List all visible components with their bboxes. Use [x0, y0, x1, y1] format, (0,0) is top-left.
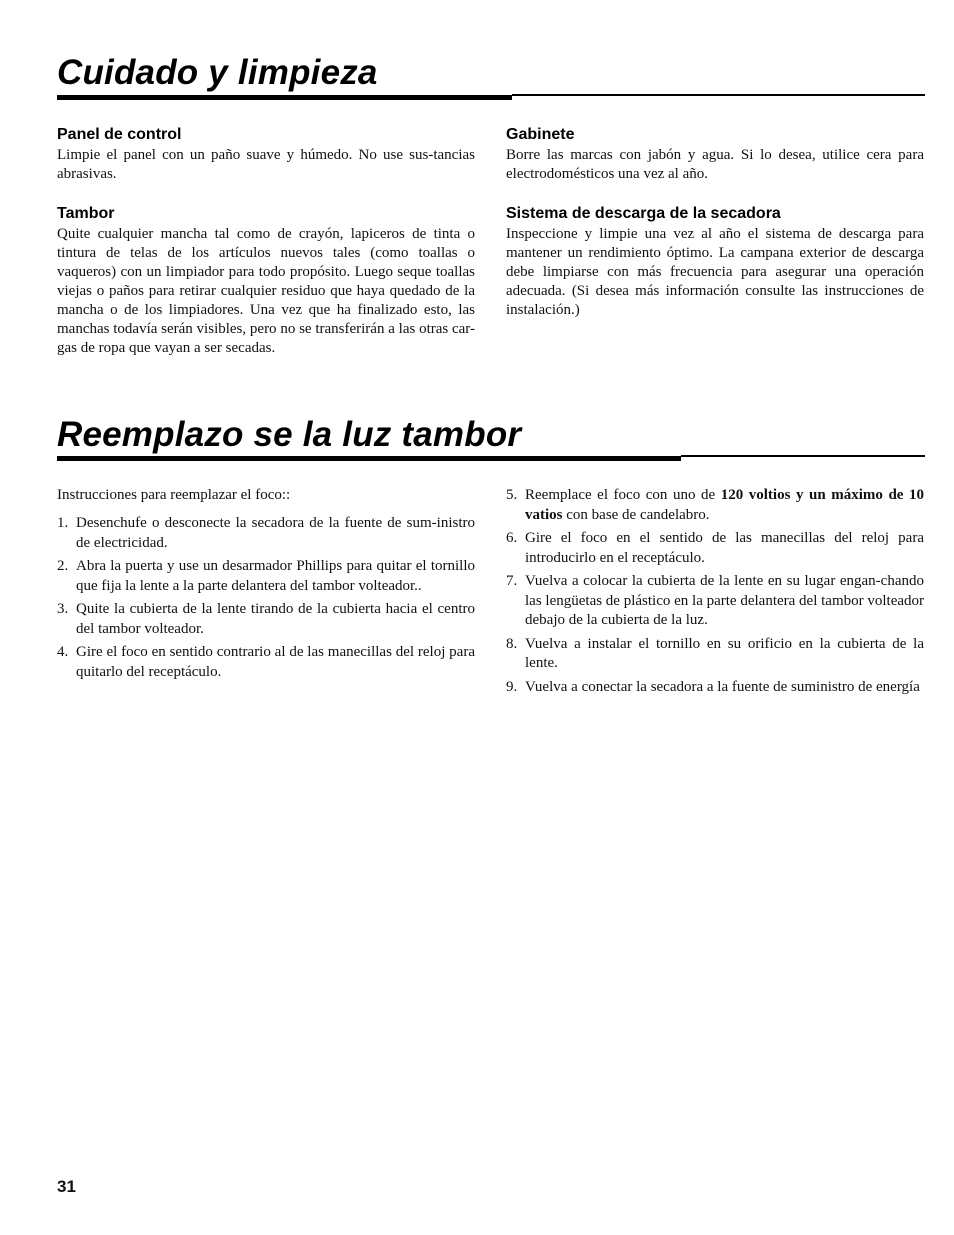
step-text: Reemplace el foco con uno de: [525, 487, 721, 503]
care-title-rule-thick: [57, 95, 512, 100]
page-number: 31: [57, 1177, 76, 1196]
exhaust-block: [506, 204, 924, 320]
step-text: Vuelva a conectar la secadora a la fuente de suministro de energía: [525, 678, 920, 695]
step-item: [506, 572, 924, 631]
step-number: 8.: [506, 635, 518, 652]
step-text: Gire el foco en el sentido de las manecillas del reloj para introducirlo en el receptáculo.: [525, 530, 924, 566]
step-number: 7.: [506, 573, 518, 589]
control-panel-heading: Panel de control: [57, 126, 182, 143]
cabinet-heading: Gabinete: [506, 126, 575, 143]
replace-title-rule-thin: [681, 455, 925, 457]
replace-intro: Instrucciones para reemplazar el foco::: [57, 487, 291, 503]
step-text: Quite la cubierta de la lente tirando de la cubierta hacia el centro del tambor volteador.: [76, 601, 475, 637]
replace-section-title: Reemplazo se la luz tambor: [57, 415, 522, 454]
drum-heading: Tambor: [57, 205, 115, 222]
step-item: [506, 678, 924, 698]
step-text: Abra la puerta y use un desarmador Phillips para quitar el tornillo que fija la lente a la parte delantera del tambor volteador..: [76, 558, 475, 594]
step-item: [57, 514, 475, 553]
step-number: 6.: [506, 530, 518, 546]
care-right-column: [506, 125, 924, 340]
step-item: [57, 557, 475, 596]
care-title-rule-thin: [512, 94, 925, 96]
step-text: Vuelva a instalar el tornillo en su orificio en la cubierta de la lente.: [525, 635, 924, 671]
step-item: [57, 600, 475, 639]
step-text: Vuelva a colocar la cubierta de la lente en su lugar engan-chando las lengüetas de plástico en la parte delantera del tambor volteador debajo de la cubierta de la luz.: [525, 573, 925, 628]
step-number: 2.: [57, 558, 69, 574]
replace-steps-right: [506, 486, 924, 697]
care-section-title: Cuidado y limpieza: [57, 53, 378, 92]
control-panel-block: [57, 125, 475, 184]
replace-title-rule-thick: [57, 456, 681, 461]
step-text: Desenchufe o desconecte la secadora de la fuente de sum-inistro de electricidad.: [76, 515, 475, 551]
replace-steps-left: [57, 514, 475, 682]
step-text: Gire el foco en sentido contrario al de las manecillas del reloj para quitarlo del receptáculo.: [76, 644, 475, 680]
drum-text: Quite cualquier mancha tal como de crayón, lapiceros de tinta o tintura de telas de los artículos nuevos tales (como toallas o vaqueros) con un limpiador para todo propósito. Luego seque toallas viejas o paños para retirar cualquier residuo que haya quedado de la mancha o de los limpiadores. Una vez que ha finalizado esto, las manchas todavía serán visibles, pero no se transferirán a las otras car-gas de ropa que vayan a ser secadas.: [57, 226, 475, 356]
step-item: [506, 486, 924, 525]
replace-right-column: [506, 486, 924, 701]
step-item: [506, 529, 924, 568]
cabinet-block: [506, 125, 924, 184]
step-item: [57, 643, 475, 682]
cabinet-text: Borre las marcas con jabón y agua. Si lo desea, utilice cera para electrodomésticos una vez al año.: [506, 147, 924, 182]
step-number: 1.: [57, 515, 69, 531]
control-panel-text: Limpie el panel con un paño suave y húmedo. No use sus-tancias abrasivas.: [57, 147, 475, 182]
step-number: 4.: [57, 644, 69, 660]
step-number: 9.: [506, 678, 518, 695]
exhaust-heading: Sistema de descarga de la secadora: [506, 205, 781, 222]
replace-left-column: [57, 486, 475, 686]
bulb-spec-bold: 120 voltios y un máximo de 10 vatios: [525, 487, 924, 523]
step-text-end: con base de candelabro.: [562, 506, 710, 523]
care-left-column: [57, 125, 475, 378]
step-number: 5.: [506, 487, 518, 503]
step-number: 3.: [57, 601, 69, 617]
drum-block: [57, 204, 475, 358]
exhaust-text: Inspeccione y limpie una vez al año el sistema de descarga para mantener un rendimiento óptimo. La campana exterior de descarga debe limpiarse con más frecuencia para asegurar una operación adecuada. (Si desea más información consulte las instrucciones de instalación.): [506, 226, 924, 318]
step-item: [506, 635, 924, 674]
